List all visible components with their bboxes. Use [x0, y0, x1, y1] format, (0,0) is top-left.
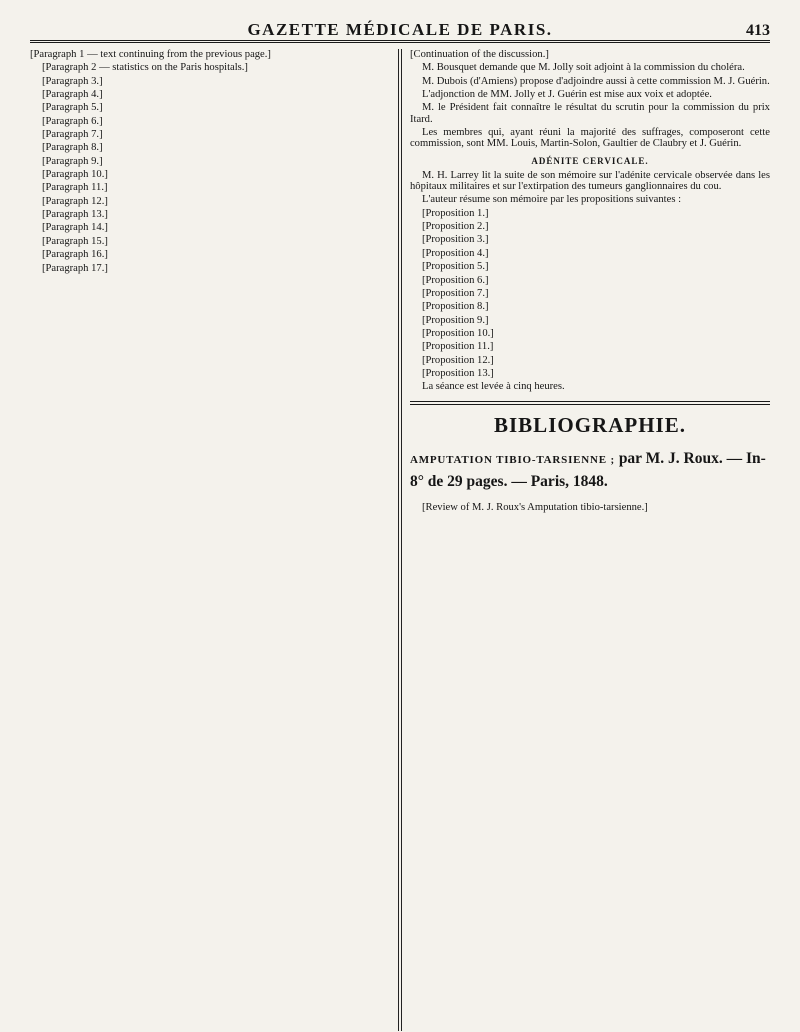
article-paragraph: [Proposition 11.]: [421, 341, 494, 353]
article-paragraph: [Paragraph 14.]: [42, 222, 108, 234]
session-closing: La séance est levée à cinq heures.: [421, 381, 565, 393]
section-separator: [410, 401, 770, 405]
article-paragraph: [Paragraph 2 — statistics on the Paris hospitals.]: [42, 62, 248, 74]
article-paragraph: [Proposition 13.]: [421, 367, 494, 379]
bibliography-entry-heading: [410, 448, 770, 492]
article-paragraph: Les membres qui, ayant réuni la majorité des suffrages, composeront cette commission, sont MM. Louis, Martin-Solon, Gaultier de Claubry et J. Guérin.: [409, 127, 770, 150]
two-column-body: [30, 49, 770, 1031]
bibliography-details: — In-8° de 29 pages. — Paris, 1848.: [409, 449, 766, 490]
article-paragraph: [Paragraph 17.]: [42, 262, 108, 274]
article-paragraph: L'adjonction de MM. Jolly et J. Guérin est mise aux voix et adoptée.: [421, 89, 712, 101]
article-paragraph: [Proposition 9.]: [421, 314, 489, 326]
article-paragraph: [Proposition 1.]: [421, 207, 489, 219]
bibliography-review: [Review of M. J. Roux's Amputation tibio-tarsienne.]: [421, 501, 648, 513]
article-paragraph: [Paragraph 6.]: [42, 115, 103, 127]
article-paragraph: M. H. Larrey lit la suite de son mémoire sur l'adénite cervicale observée dans les hôpitaux militaires et sur l'extirpation des tumeurs ganglionnaires du cou.: [409, 169, 770, 193]
journal-title: GAZETTE MÉDICALE DE PARIS.: [247, 20, 553, 39]
article-paragraph: [Paragraph 16.]: [42, 249, 108, 261]
left-column: [30, 49, 390, 1031]
column-rule: [398, 49, 402, 1031]
article-paragraph: [Continuation of the discussion.]: [409, 49, 549, 60]
article-paragraph: M. le Président fait connaître le résultat du scrutin pour la commission du prix Itard.: [409, 102, 770, 125]
article-paragraph: [Paragraph 1 — text continuing from the previous page.]: [30, 49, 271, 60]
article-paragraph: [Paragraph 13.]: [42, 209, 108, 221]
bibliography-author: par M. J. Roux.: [618, 449, 723, 467]
article-paragraph: [Proposition 3.]: [421, 234, 489, 246]
article-paragraph: [Paragraph 7.]: [42, 129, 103, 141]
article-paragraph: [Paragraph 4.]: [42, 89, 103, 101]
article-paragraph: [Paragraph 11.]: [42, 182, 108, 194]
article-paragraph: [Paragraph 3.]: [42, 75, 103, 87]
article-paragraph: [Proposition 8.]: [421, 301, 489, 313]
article-paragraph: [Proposition 5.]: [421, 261, 489, 273]
article-paragraph: [Paragraph 15.]: [42, 235, 108, 247]
right-column: [410, 49, 770, 1031]
article-paragraph: [Paragraph 5.]: [42, 102, 103, 114]
article-paragraph: [Proposition 12.]: [421, 354, 494, 366]
article-paragraph: [Proposition 10.]: [421, 327, 494, 339]
article-paragraph: L'auteur résume son mémoire par les propositions suivantes :: [421, 194, 682, 206]
article-paragraph: [Proposition 4.]: [421, 247, 489, 259]
article-paragraph: M. Bousquet demande que M. Jolly soit adjoint à la commission du choléra.: [421, 62, 745, 74]
article-paragraph: [Paragraph 8.]: [42, 142, 103, 154]
article-paragraph: [Paragraph 9.]: [42, 155, 103, 167]
bibliography-work-title: AMPUTATION TIBIO-TARSIENNE ;: [409, 453, 615, 466]
article-paragraph: [Paragraph 10.]: [42, 169, 108, 181]
section-heading-adenite: ADÉNITE CERVICALE.: [531, 155, 649, 166]
article-paragraph: M. Dubois (d'Amiens) propose d'adjoindre aussi à cette commission M. J. Guérin.: [421, 75, 770, 87]
article-paragraph: [Proposition 2.]: [421, 221, 489, 233]
page-number: 413: [746, 22, 770, 39]
article-paragraph: [Proposition 6.]: [421, 274, 489, 286]
page-header: [30, 14, 770, 43]
article-paragraph: [Proposition 7.]: [421, 287, 489, 299]
bibliography-heading: BIBLIOGRAPHIE.: [494, 412, 686, 437]
article-paragraph: [Paragraph 12.]: [42, 195, 108, 207]
